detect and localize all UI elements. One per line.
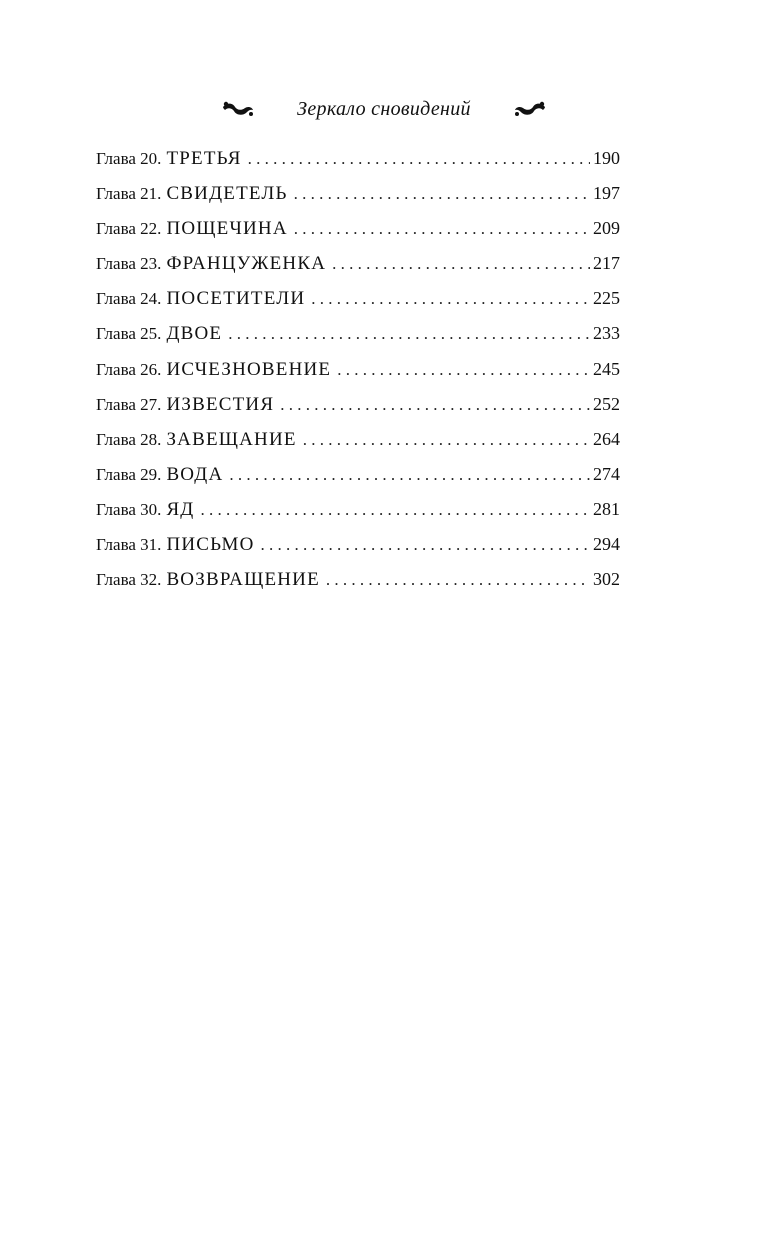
chapter-title: ЯД [166, 498, 195, 520]
page-number: 252 [593, 393, 620, 414]
chapter-title: ФРАНЦУЖЕНКА [166, 253, 327, 275]
toc-entry [96, 323, 620, 358]
toc-entry [96, 429, 620, 464]
toc-entry [96, 534, 620, 569]
toc-entry [96, 218, 620, 253]
chapter-title: ИСЧЕЗНОВЕНИЕ [166, 358, 332, 380]
chapter-label: Глава 22. [96, 219, 162, 239]
chapter-title: ВОДА [166, 463, 224, 485]
toc-entry [96, 499, 620, 534]
chapter-title: ПОСЕТИТЕЛИ [166, 288, 306, 310]
toc-entry [96, 569, 620, 604]
chapter-label: Глава 29. [96, 464, 162, 484]
dot-leader [294, 219, 590, 239]
chapter-label: Глава 23. [96, 254, 162, 274]
page-number: 245 [593, 358, 620, 379]
chapter-label: Глава 25. [96, 324, 162, 344]
toc-entry [96, 183, 620, 218]
chapter-label: Глава 26. [96, 359, 162, 379]
page-number: 274 [593, 463, 620, 484]
dot-leader [229, 465, 590, 485]
dot-leader [337, 360, 590, 380]
dot-leader [280, 395, 590, 415]
page-number: 217 [593, 253, 620, 274]
dot-leader [261, 535, 590, 555]
page-number: 264 [593, 428, 620, 449]
chapter-label: Глава 24. [96, 289, 162, 309]
dot-leader [248, 149, 590, 169]
chapter-title: ИЗВЕСТИЯ [166, 393, 275, 415]
toc-entry [96, 394, 620, 429]
dot-leader [332, 254, 590, 274]
page-number: 294 [593, 534, 620, 555]
page-number: 190 [593, 148, 620, 168]
chapter-title: ЗАВЕЩАНИЕ [166, 428, 297, 450]
chapter-title: ВОЗВРАЩЕНИЕ [166, 569, 320, 591]
chapter-label: Глава 27. [96, 394, 162, 414]
chapter-label: Глава 21. [96, 184, 162, 204]
page-number: 225 [593, 288, 620, 309]
toc-entry [96, 148, 620, 183]
chapter-label: Глава 32. [96, 570, 162, 590]
chapter-label: Глава 30. [96, 499, 162, 519]
dot-leader [303, 430, 590, 450]
dot-leader [311, 289, 590, 309]
dot-leader [326, 570, 590, 590]
dot-leader [228, 324, 590, 344]
page-number: 233 [593, 323, 620, 344]
chapter-label: Глава 20. [96, 149, 162, 168]
running-title: Зеркало сновидений [297, 97, 471, 120]
toc-entry [96, 359, 620, 394]
chapter-title: ПИСЬМО [166, 534, 255, 556]
page-number: 209 [593, 218, 620, 239]
chapter-label: Глава 31. [96, 535, 162, 555]
ornament-right-icon [513, 100, 547, 118]
chapter-title: ТРЕТЬЯ [166, 148, 242, 169]
running-header [0, 92, 768, 126]
chapter-label: Глава 28. [96, 429, 162, 449]
page-number: 281 [593, 498, 620, 519]
toc-entry [96, 464, 620, 499]
chapter-title: ПОЩЕЧИНА [166, 218, 288, 240]
page-number: 302 [593, 569, 620, 590]
page-number: 197 [593, 183, 620, 204]
ornament-left-icon [221, 100, 255, 118]
toc-entry [96, 288, 620, 323]
dot-leader [294, 184, 590, 204]
table-of-contents [96, 148, 620, 604]
chapter-title: ДВОЕ [166, 323, 223, 345]
dot-leader [200, 500, 590, 520]
chapter-title: СВИДЕТЕЛЬ [166, 183, 288, 205]
toc-entry [96, 253, 620, 288]
